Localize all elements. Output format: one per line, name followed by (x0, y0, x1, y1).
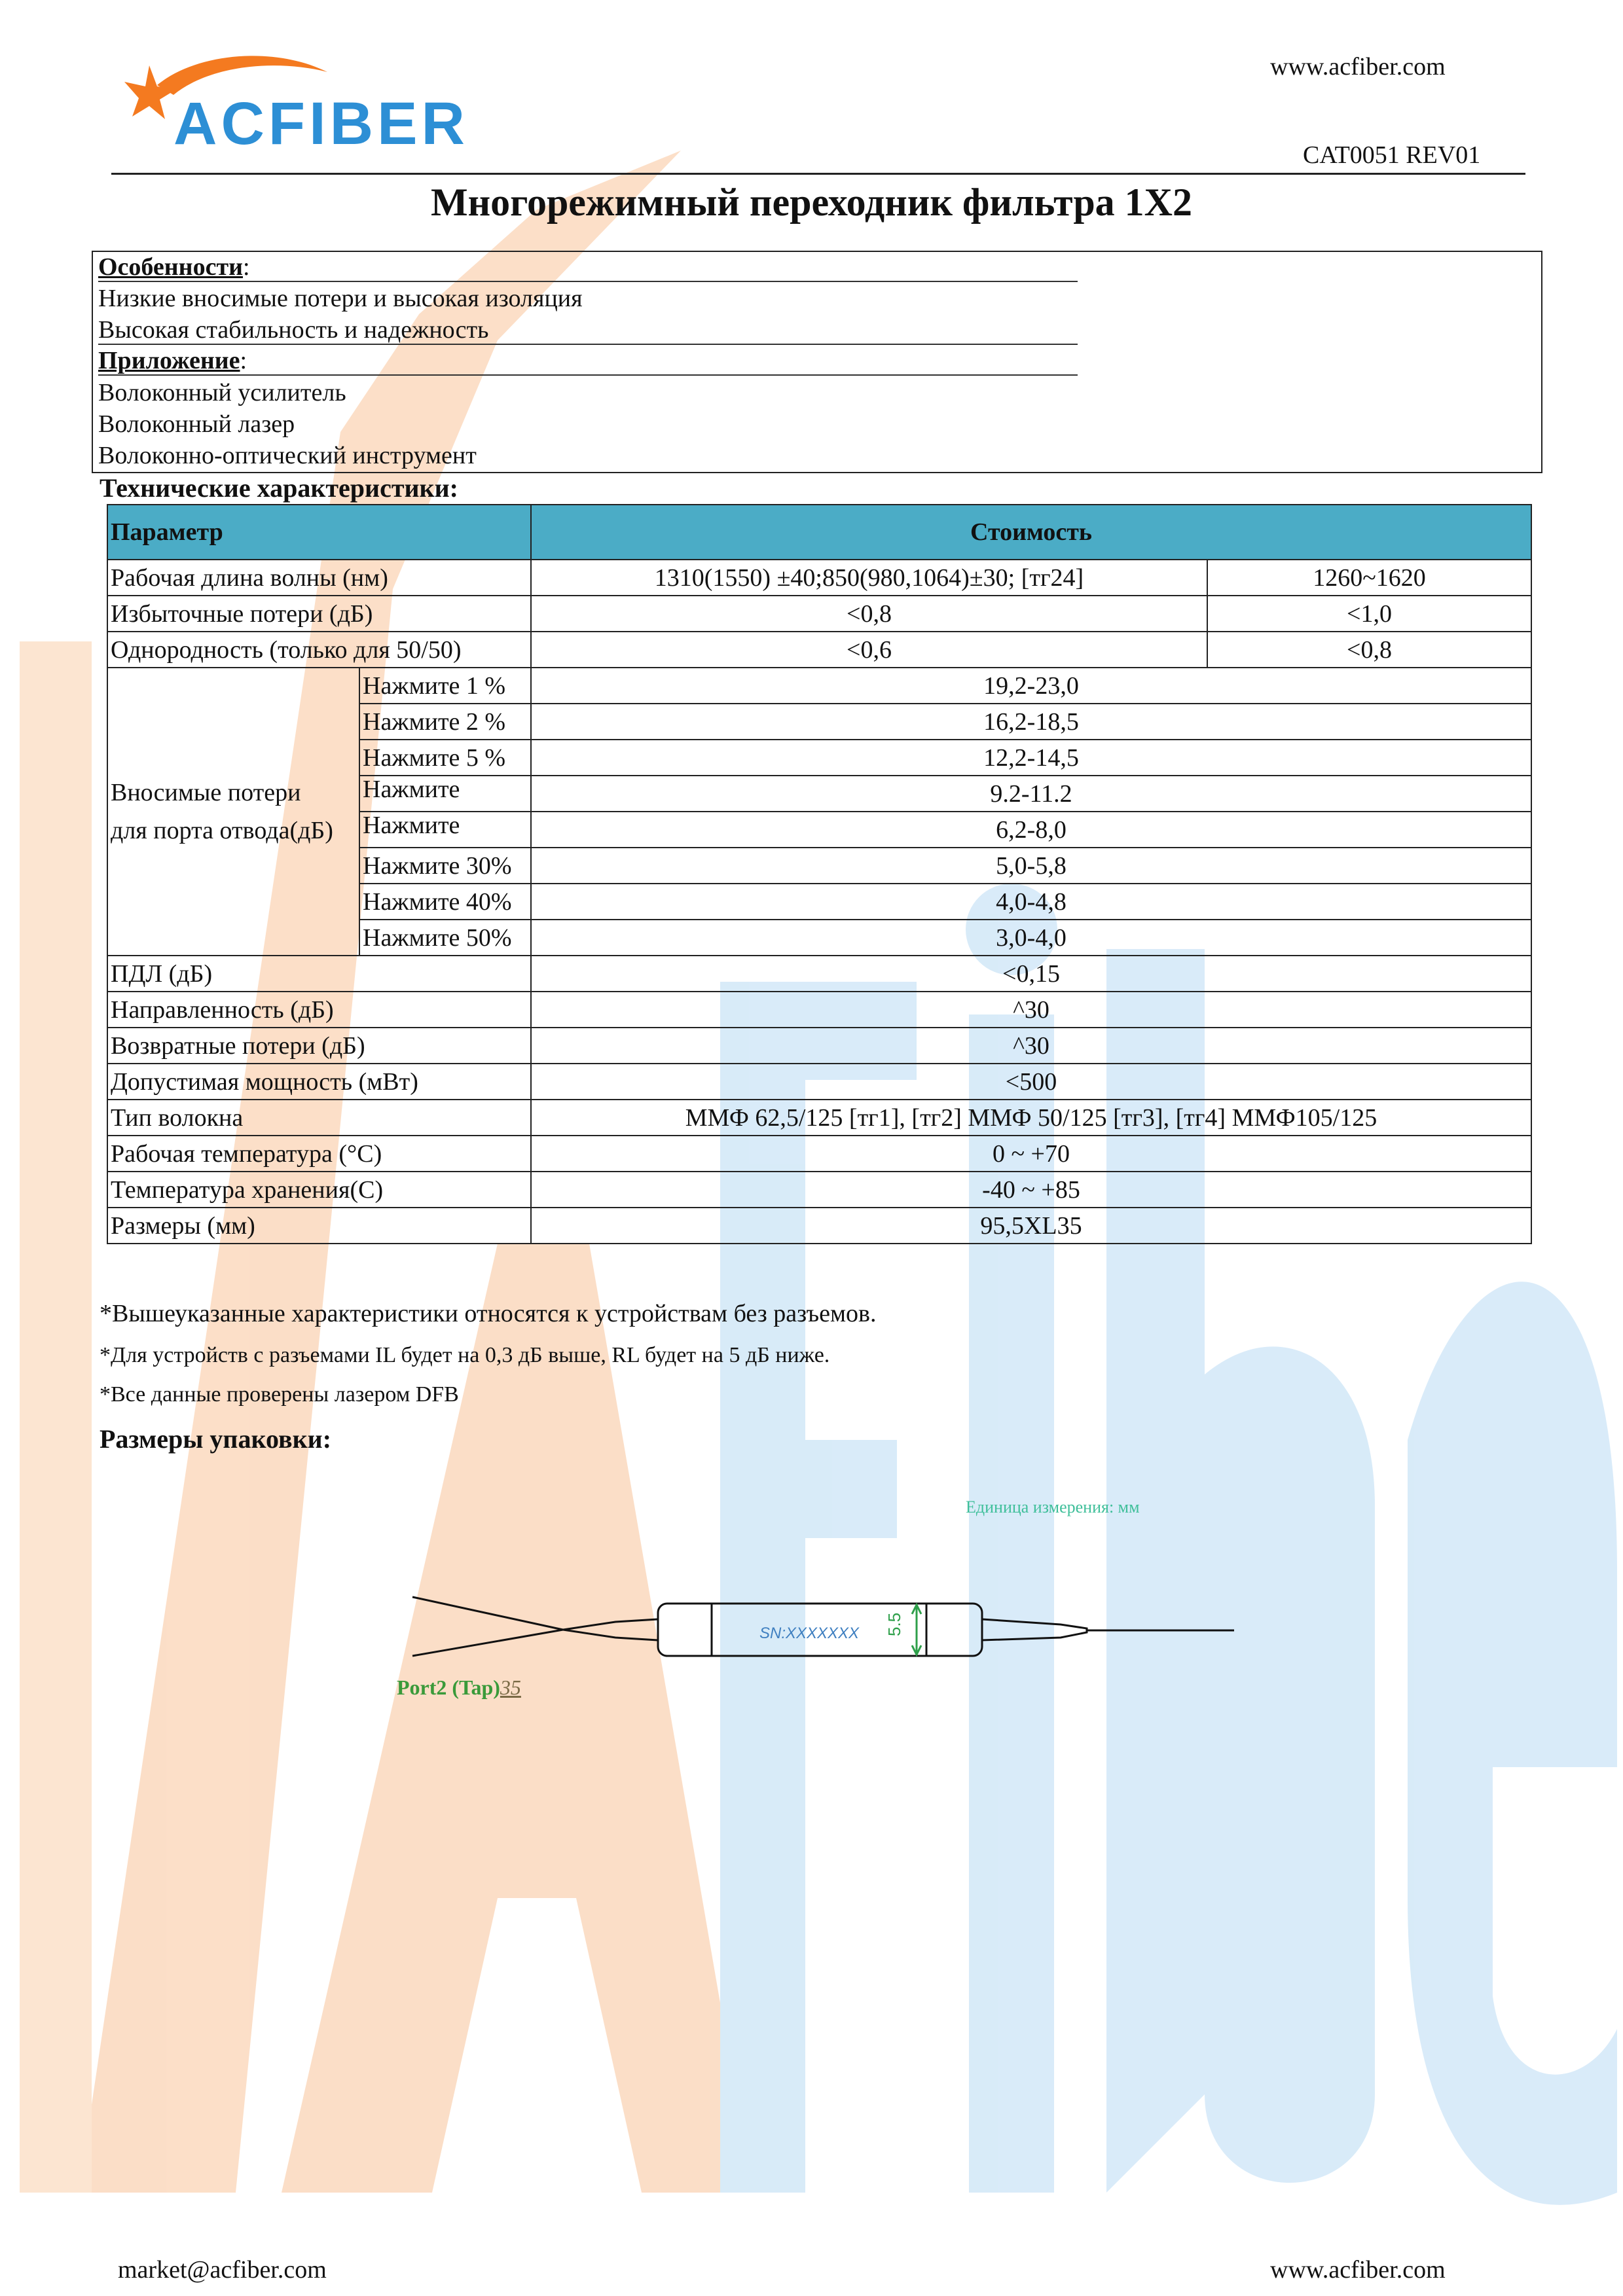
value-cell: 95,5XL35 (531, 1208, 1531, 1244)
param-cell: Рабочая длина волны (нм) (107, 560, 531, 596)
value-cell: <0,6 (531, 632, 1207, 668)
param-cell: Направленность (дБ) (107, 992, 531, 1028)
package-diagram (406, 1571, 1244, 1715)
serial-label: SN:XXXXXXX (759, 1624, 860, 1642)
insertion-loss-label: Вносимые потери для порта отвода(дБ) (107, 668, 359, 956)
spec-table (107, 504, 1532, 1244)
table-row (107, 992, 1531, 1028)
value-cell: 1260~1620 (1207, 560, 1531, 596)
tap-ratio-cell: Нажмите 5 % (359, 740, 531, 776)
value-cell: 12,2-14,5 (531, 740, 1531, 776)
value-cell: 6,2-8,0 (531, 812, 1531, 848)
table-header-row (107, 505, 1531, 560)
note-line: *Вышеуказанные характеристики относятся к устройствам без разъемов. (100, 1300, 877, 1327)
table-row (107, 1208, 1531, 1244)
header-website[interactable]: www.acfiber.com (1270, 53, 1446, 81)
param-cell: Размеры (мм) (107, 1208, 531, 1244)
table-row (107, 596, 1531, 632)
divider (98, 374, 1078, 376)
value-cell: 1310(1550) ±40;850(980,1064)±30; [тг24] (531, 560, 1207, 596)
value-cell: 19,2-23,0 (531, 668, 1531, 704)
param-cell: Допустимая мощность (мВт) (107, 1064, 531, 1100)
value-cell: ММФ 62,5/125 [тг1], [тг2] ММФ 50/125 [тг3], [тг4] ММФ105/125 (531, 1100, 1531, 1136)
tap-ratio-cell: Нажмите 50% (359, 920, 531, 956)
value-cell: 0 ~ +70 (531, 1136, 1531, 1172)
table-row (107, 956, 1531, 992)
param-cell: ПДЛ (дБ) (107, 956, 531, 992)
spec-title: Технические характеристики: (100, 473, 458, 503)
tap-ratio-cell: Нажмите 2 % (359, 704, 531, 740)
table-row (107, 1100, 1531, 1136)
col-header-param: Параметр (107, 505, 531, 560)
param-cell: Однородность (только для 50/50) (107, 632, 531, 668)
header-divider (111, 173, 1525, 175)
table-row (107, 560, 1531, 596)
unit-label: Единица измерения: мм (966, 1498, 1140, 1516)
features-box (92, 251, 1542, 473)
application-item: Волоконный усилитель (98, 379, 346, 406)
value-cell: 4,0-4,8 (531, 884, 1531, 920)
col-header-value: Стоимость (531, 505, 1531, 560)
value-cell: -40 ~ +85 (531, 1172, 1531, 1208)
features-heading: Особенности: (98, 253, 250, 281)
port2-label: Port2 (Tap)35 (397, 1676, 521, 1699)
param-cell: Рабочая температура (°C) (107, 1136, 531, 1172)
divider (98, 344, 1078, 345)
tap-ratio-cell: Нажмите 40% (359, 884, 531, 920)
dimension-label: 5.5 (884, 1612, 904, 1636)
value-cell: <0,8 (1207, 632, 1531, 668)
param-cell: Тип волокна (107, 1100, 531, 1136)
application-item: Волоконный лазер (98, 410, 295, 438)
param-cell: Возвратные потери (дБ) (107, 1028, 531, 1064)
tap-ratio-cell: Нажмите 1 % (359, 668, 531, 704)
value-cell: 5,0-5,8 (531, 848, 1531, 884)
value-cell: 9.2-11.2 (531, 776, 1531, 812)
value-cell: <0,8 (531, 596, 1207, 632)
package-title: Размеры упаковки: (100, 1424, 332, 1454)
table-row (107, 632, 1531, 668)
param-cell: Избыточные потери (дБ) (107, 596, 531, 632)
table-row (107, 1064, 1531, 1100)
feature-item: Низкие вносимые потери и высокая изоляция (98, 285, 583, 312)
acfiber-logo (111, 46, 478, 157)
table-row (107, 1028, 1531, 1064)
value-cell: 3,0-4,0 (531, 920, 1531, 956)
feature-item: Высокая стабильность и надежность (98, 316, 489, 344)
value-cell: <500 (531, 1064, 1531, 1100)
divider (98, 281, 1078, 282)
page-title: Многорежимный переходник фильтра 1X2 (430, 181, 1193, 224)
note-line: *Для устройств с разъемами IL будет на 0,3 дБ выше, RL будет на 5 дБ ниже. (100, 1343, 830, 1367)
catalog-number: CAT0051 REV01 (1303, 141, 1481, 169)
param-cell: Температура хранения(C) (107, 1172, 531, 1208)
table-row (107, 668, 1531, 704)
footer-email[interactable]: market@acfiber.com (118, 2256, 327, 2284)
application-item: Волоконно-оптический инструмент (98, 442, 477, 469)
table-row (107, 1172, 1531, 1208)
value-cell: <0,15 (531, 956, 1531, 992)
table-row (107, 1136, 1531, 1172)
application-heading: Приложение: (98, 347, 247, 374)
value-cell: ^30 (531, 1028, 1531, 1064)
value-cell: 16,2-18,5 (531, 704, 1531, 740)
value-cell: ^30 (531, 992, 1531, 1028)
tap-ratio-cell: Нажмите (359, 812, 531, 848)
value-cell: <1,0 (1207, 596, 1531, 632)
tap-ratio-cell: Нажмите (359, 776, 531, 812)
note-line: *Все данные проверены лазером DFB (100, 1382, 459, 1407)
footer-website[interactable]: www.acfiber.com (1270, 2256, 1446, 2284)
logo-text: ACFIBER (173, 90, 469, 157)
tap-ratio-cell: Нажмите 30% (359, 848, 531, 884)
